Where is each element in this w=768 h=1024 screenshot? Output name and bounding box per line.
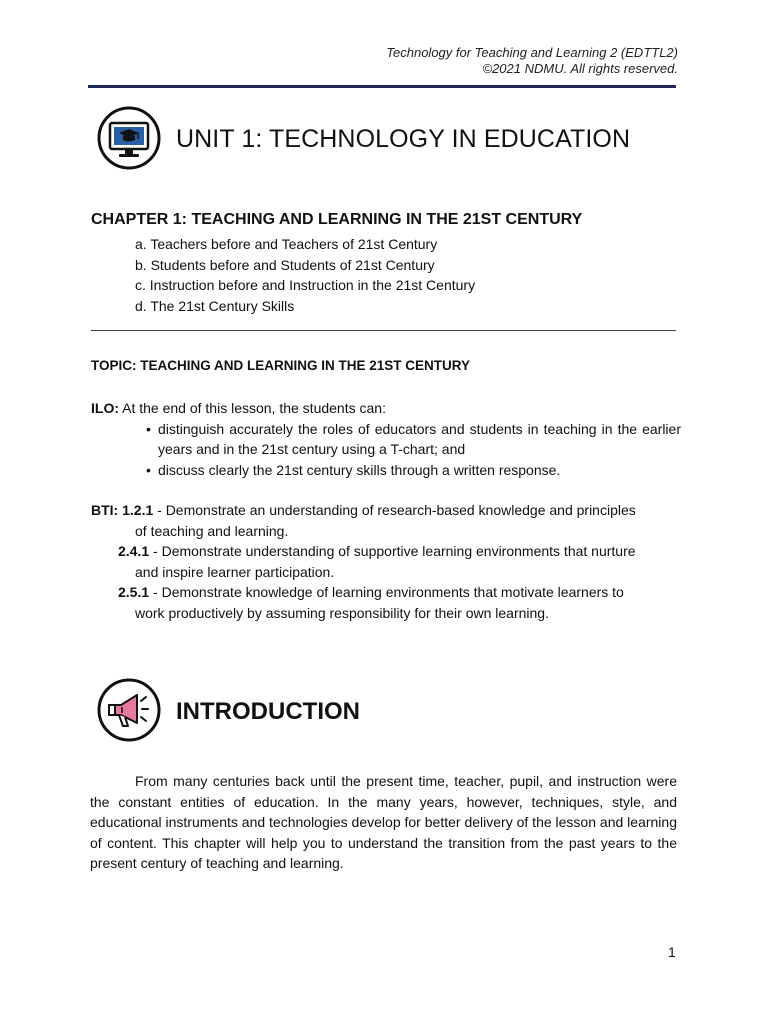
chapter-title: CHAPTER 1: TEACHING AND LEARNING IN THE 21ST CENTURY xyxy=(91,211,583,228)
ilo-section xyxy=(91,398,681,480)
topic-heading: TOPIC: TEACHING AND LEARNING IN THE 21ST CENTURY xyxy=(91,358,471,373)
bti-text-continued: work productively by assuming responsibility for their own learning. xyxy=(135,604,549,621)
copyright-notice: ©2021 NDMU. All rights reserved. xyxy=(482,61,678,76)
bti-item xyxy=(91,582,677,623)
course-title: Technology for Teaching and Learning 2 (EDTTL2) xyxy=(386,45,678,60)
header-divider xyxy=(88,85,676,88)
bti-code: 2.4.1 xyxy=(118,543,150,559)
section-divider xyxy=(91,330,676,331)
bti-text: - Demonstrate an understanding of research-based knowledge and principles xyxy=(153,502,636,518)
unit-title: UNIT 1: TECHNOLOGY IN EDUCATION xyxy=(176,125,631,153)
bullet-glyph: • xyxy=(146,420,151,437)
bti-item xyxy=(91,500,677,541)
page-number: 1 xyxy=(668,944,676,960)
bti-text: - Demonstrate knowledge of learning environments that motivate learners to xyxy=(149,584,624,600)
list-item: a. Teachers before and Teachers of 21st Century xyxy=(135,236,438,252)
bti-code: 1.2.1 xyxy=(122,502,154,518)
introduction-paragraph: From many centuries back until the present time, teacher, pupil, and instruction were the constant entities of education. In the many years, however, techniques, style, and educational instruments and technologies develop for better delivery of the lesson and learning of content. This chapter will help you to understand the transition from the past years to the present century of teaching and learning. xyxy=(90,773,677,872)
ilo-bullet-list xyxy=(91,419,681,481)
list-item xyxy=(146,419,681,460)
bti-text-continued: and inspire learner participation. xyxy=(135,563,335,580)
introduction-heading: INTRODUCTION xyxy=(176,698,360,725)
ilo-bullet-text: discuss clearly the 21st century skills through a written response. xyxy=(158,461,561,478)
ilo-bullet-text: distinguish accurately the roles of educators and students in teaching in the earlier years and in the 21st century using a T-chart; and xyxy=(158,420,681,457)
megaphone-icon xyxy=(97,678,161,742)
graduation-cap-monitor-icon xyxy=(97,106,161,170)
bti-section xyxy=(91,500,677,623)
bti-text-continued: of teaching and learning. xyxy=(135,522,289,539)
bti-item xyxy=(91,541,677,582)
list-item xyxy=(146,460,681,481)
list-item: c. Instruction before and Instruction in the 21st Century xyxy=(135,277,476,293)
ilo-intro: At the end of this lesson, the students can: xyxy=(122,400,386,416)
ilo-label: ILO: xyxy=(91,400,119,416)
page-header xyxy=(386,45,678,77)
bti-code: 2.5.1 xyxy=(118,584,150,600)
bti-text: - Demonstrate understanding of supportive learning environments that nurture xyxy=(149,543,636,559)
list-item: b. Students before and Students of 21st Century xyxy=(135,256,435,273)
list-item: d. The 21st Century Skills xyxy=(135,297,295,314)
bullet-glyph: • xyxy=(146,461,151,478)
chapter-outline xyxy=(135,234,475,316)
bti-label: BTI: xyxy=(91,502,119,518)
